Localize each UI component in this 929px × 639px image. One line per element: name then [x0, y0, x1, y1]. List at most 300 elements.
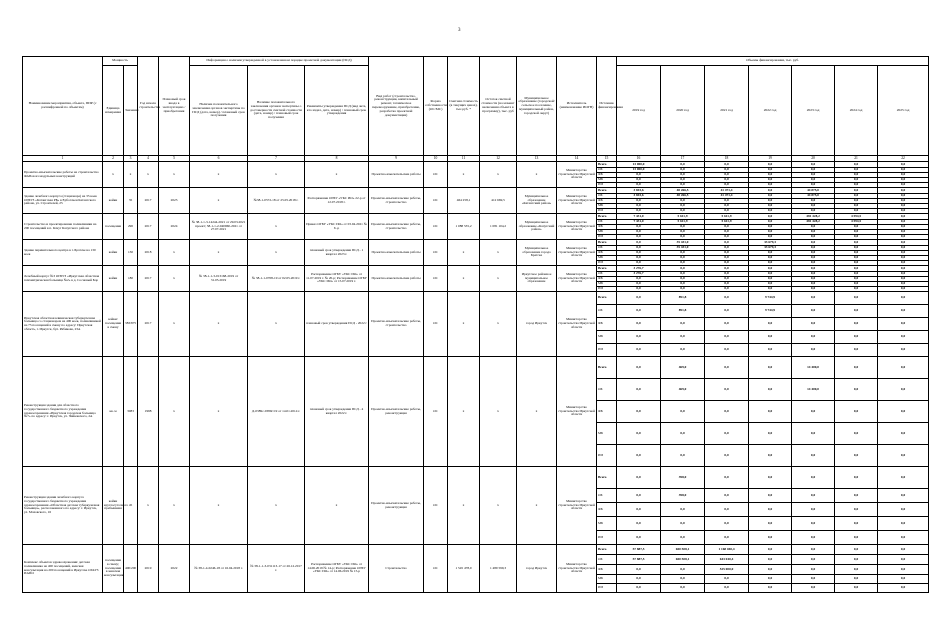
funding-value: 0,0 [661, 256, 705, 261]
column-number: 13 [517, 156, 557, 162]
column-number: 22 [878, 156, 929, 162]
funding-value: 0,0 [792, 162, 835, 168]
funding-value: 0,0 [617, 235, 661, 240]
ownership: ОС [424, 162, 448, 188]
funding-value: 0,0 [792, 503, 835, 517]
funding-value: 0,0 [749, 584, 792, 593]
estimated-cost: x [448, 240, 480, 266]
funding-value: 0,0 [617, 199, 661, 204]
funding-table [22, 56, 929, 593]
funding-source: МБ [597, 575, 617, 584]
ownership: ОС [424, 545, 448, 593]
funding-value: 0,0 [705, 584, 749, 593]
funding-value: 0,0 [878, 173, 929, 178]
funding-value: 0,0 [878, 292, 929, 305]
funding-source: Всего [597, 467, 617, 489]
funding-value: 0,0 [661, 331, 705, 344]
funding-value: 481 428,2 [792, 214, 835, 220]
column-number: 18 [705, 156, 749, 162]
work-type: Проектно-изыскательские работы, реконструкция [369, 467, 424, 545]
funding-value: 0,0 [617, 423, 661, 445]
funding-source: ОБ [597, 220, 617, 225]
funding-value: 0,0 [878, 555, 929, 565]
funding-value: 0,0 [878, 266, 929, 272]
funding-value: 9 744,9 [749, 292, 792, 305]
work-type: Проектно-изыскательские работы, строительство [369, 214, 424, 240]
state-expertise: x [190, 188, 248, 214]
funding-value: 0,0 [835, 503, 878, 517]
column-number: 2 [103, 156, 124, 162]
funding-value: 0,0 [749, 344, 792, 357]
funding-value: 0,0 [749, 261, 792, 266]
table-row [23, 292, 929, 305]
executor: Министерство строительства Иркутской области [557, 292, 597, 357]
header-funding-source: Источник финансирования [597, 57, 617, 156]
funding-value: 0,0 [835, 251, 878, 256]
funding-value: 0,0 [705, 503, 749, 517]
funding-value: 33 679,3 [749, 240, 792, 246]
funding-source: ОБ [597, 194, 617, 199]
funding-value: 0,0 [835, 173, 878, 178]
funding-source: ОБ [597, 168, 617, 173]
header-remaining-cost: Остаток сметной стоимости (на момент включения объекта в программу), тыс. руб [480, 57, 517, 156]
cost-expertise: x [248, 292, 305, 357]
work-type: Проектно-изыскательские работы [369, 266, 424, 292]
funding-source: Всего [597, 240, 617, 246]
funding-value: 0,0 [878, 287, 929, 292]
funding-value: 0,0 [705, 357, 749, 379]
funding-value: 0,0 [749, 401, 792, 423]
funding-value: 0,0 [878, 282, 929, 287]
funding-value: 0,0 [617, 305, 661, 318]
funding-value: 0,0 [835, 445, 878, 467]
funding-value: 0,0 [661, 261, 705, 266]
funding-value: 469,0 [661, 379, 705, 401]
estimated-cost: x [448, 266, 480, 292]
funding-value: 0,0 [878, 277, 929, 282]
estimated-cost: x [448, 292, 480, 357]
planned-term: x [159, 240, 190, 266]
funding-value: 0,0 [617, 183, 661, 188]
funding-value: 0,0 [749, 517, 792, 531]
funding-value: 0,0 [835, 531, 878, 545]
psd-approval: Приказ ОГБУ «УКС ИО» от 03.04.2021 № 6 -р [305, 214, 369, 240]
capacity-unit: койки/посещения в смену [103, 292, 124, 357]
municipality: Муниципальное образование города Братска [517, 240, 557, 266]
funding-value: 0,0 [835, 545, 878, 555]
project-name: Строительство и проектирование поликлиники на 200 посещений в п. Качуг Качугского района [23, 214, 103, 240]
funding-value: 0,0 [835, 168, 878, 173]
capacity-unit: койки круглосуточного пребывания [103, 467, 124, 545]
work-type: Проектно-изыскательские работы, реконструкция [369, 357, 424, 467]
funding-value: 0,0 [835, 555, 878, 565]
funding-value: 0,0 [749, 173, 792, 178]
header-volumes: Объемы финансирования, тыс. руб. [617, 57, 929, 66]
funding-value: 33 679,3 [749, 246, 792, 251]
funding-value: 0,0 [617, 261, 661, 266]
funding-value: 0,0 [835, 209, 878, 214]
funding-value: 0,0 [878, 256, 929, 261]
funding-value: 600 508,1 [661, 545, 705, 555]
executor: Министерство строительства Иркутской области [557, 162, 597, 188]
funding-value: 0,0 [705, 209, 749, 214]
funding-value: 0,0 [661, 173, 705, 178]
funding-value: 0,0 [792, 199, 835, 204]
funding-value: 525 000,0 [705, 565, 749, 575]
funding-value: 13 000,0 [617, 162, 661, 168]
funding-value: 0,0 [749, 194, 792, 199]
funding-value: 0,0 [749, 287, 792, 292]
funding-value: 0,0 [878, 214, 929, 220]
funding-source: ИИ [597, 445, 617, 467]
municipality: Муниципальное образование «Катангский район» [517, 188, 557, 214]
municipality: Муниципальное образование «Качугский район» [517, 214, 557, 240]
funding-source: ОБ [597, 272, 617, 277]
funding-value: 0,0 [661, 209, 705, 214]
funding-value: 0,0 [792, 272, 835, 277]
funding-value: 0,0 [792, 235, 835, 240]
funding-value: 0,0 [878, 344, 929, 357]
column-number: 11 [448, 156, 480, 162]
funding-value: 0,0 [705, 230, 749, 235]
funding-value: 0,0 [661, 282, 705, 287]
funding-value: 0,0 [792, 168, 835, 173]
funding-value: 0,0 [617, 344, 661, 357]
cost-expertise: Д-0389с-0389с/19 от 14.01.2014 г. [248, 357, 305, 467]
funding-source: ИИ [597, 209, 617, 214]
funding-value: 0,0 [835, 230, 878, 235]
funding-value: 57 887,5 [617, 555, 661, 565]
funding-value: 0,0 [792, 531, 835, 545]
funding-value: 0,0 [661, 266, 705, 272]
funding-value: 0,0 [835, 235, 878, 240]
capacity-unit: койки [103, 188, 124, 214]
funding-source: ФБ [597, 251, 617, 256]
ownership: ОС [424, 467, 448, 545]
funding-value: 0,0 [835, 266, 878, 272]
funding-value: 0,0 [878, 183, 929, 188]
funding-value: 0,0 [749, 256, 792, 261]
funding-value: 5 611,9 [661, 220, 705, 225]
funding-value: 0,0 [835, 282, 878, 287]
funding-value: 0,0 [617, 445, 661, 467]
funding-value: 0,0 [792, 423, 835, 445]
funding-value: 0,0 [705, 445, 749, 467]
funding-value: 0,0 [792, 204, 835, 209]
funding-value: 0,0 [835, 489, 878, 503]
planned-term: 2023 [159, 188, 190, 214]
funding-value: 0,0 [792, 230, 835, 235]
funding-value: 0,0 [835, 240, 878, 246]
remaining-cost: x [480, 266, 517, 292]
funding-value: 0,0 [749, 423, 792, 445]
funding-value: 0,0 [749, 225, 792, 230]
funding-value: 0,0 [878, 401, 929, 423]
header-year-2022: 2022 год [749, 66, 792, 156]
funding-value: 0,0 [749, 531, 792, 545]
funding-value: 0,0 [878, 575, 929, 584]
ownership: ОС [424, 240, 448, 266]
funding-value: 0,0 [661, 318, 705, 331]
funding-value: 0,0 [878, 331, 929, 344]
funding-value: 0,0 [617, 225, 661, 230]
ownership: ОС [424, 214, 448, 240]
funding-value: 469,0 [661, 357, 705, 379]
header-municipality: Муниципальное образование (городской/сельское поселение, муниципальный район, городской округ) [517, 57, 557, 156]
funding-value: 13 000,0 [617, 168, 661, 173]
funding-source: ФБ [597, 225, 617, 230]
funding-source: МБ [597, 423, 617, 445]
funding-value: 0,0 [749, 489, 792, 503]
funding-value: 0,0 [749, 575, 792, 584]
funding-value: 0,0 [661, 565, 705, 575]
remaining-cost: x [480, 467, 517, 545]
funding-value: 0,0 [617, 401, 661, 423]
funding-value: 0,0 [705, 240, 749, 246]
header-name: Наименование мероприятия, объекта, ПИР (с расшифровкой по объектам) [23, 57, 103, 156]
planned-term: x [159, 357, 190, 467]
funding-value: 0,0 [878, 503, 929, 517]
capacity-unit: x [103, 162, 124, 188]
funding-value: 0,0 [617, 331, 661, 344]
capacity-unit: койки [103, 240, 124, 266]
funding-value: 0,0 [792, 251, 835, 256]
state-expertise: x [190, 467, 248, 545]
funding-value: 9 744,9 [749, 305, 792, 318]
header-year-2023: 2023 год [792, 66, 835, 156]
funding-value: 0,0 [835, 575, 878, 584]
psd-approval: Распоряжение ОГБУ «УКС ИО» от 11.07.2019 г. № 20-р; Распоряжение ОГБУ «УКС ИО» от 15.07.2019 г. [305, 266, 369, 292]
funding-value: 0,0 [749, 266, 792, 272]
funding-source: Всего [597, 214, 617, 220]
work-type: Проектно-изыскательские работы [369, 162, 424, 188]
funding-value: 0,0 [792, 178, 835, 183]
funding-value: 0,0 [749, 555, 792, 565]
funding-value: 0,0 [617, 287, 661, 292]
funding-source: МБ [597, 204, 617, 209]
project-name: Иркутская областная клиническая туберкулезная больница со стационаром на 400 коек, поликлиникой на 75 посещений в смену по адресу: Иркутская область, г. Иркутск, бул. Рябикова, 23А [23, 292, 103, 357]
funding-value: 0,0 [661, 178, 705, 183]
funding-value: 0,0 [705, 305, 749, 318]
funding-value: 0,0 [617, 489, 661, 503]
funding-value: 600 508,1 [661, 555, 705, 565]
funding-value: 48 266,5 [661, 188, 705, 194]
cost-expertise: № 38-1-1-0708-19 от 02.05.2019 г. [248, 266, 305, 292]
funding-value: 0,0 [617, 246, 661, 251]
capacity-unit: кв. м [103, 357, 124, 467]
funding-value: 3 693,6 [617, 194, 661, 199]
capacity-value: 130 [124, 240, 138, 266]
funding-source: МБ [597, 256, 617, 261]
cost-expertise: № 38-1-1-3-031113-17 от 26.12.2017 г. [248, 545, 305, 593]
funding-value: 0,0 [661, 503, 705, 517]
funding-value: 0,0 [705, 292, 749, 305]
executor: Министерство строительства Иркутской области [557, 467, 597, 545]
project-name: Проектно-изыскательские работы на строительство ФАПов из модульных конструкций [23, 162, 103, 188]
funding-value: 3 276,7 [617, 266, 661, 272]
funding-value: 0,0 [835, 246, 878, 251]
funding-value: 0,0 [705, 199, 749, 204]
header-year-2020: 2020 год [661, 66, 705, 156]
header-start-year: Год начала строительства [138, 57, 159, 156]
project-name: Лечебный корпус №3 ОГБУЗ «Иркутская областная психиатрическая больница №2» в д. Сосновый Бор [23, 266, 103, 292]
funding-value: 0,0 [835, 261, 878, 266]
funding-value: 0,0 [749, 272, 792, 277]
funding-value: 0,0 [792, 467, 835, 489]
funding-value: 4 594,5 [835, 214, 878, 220]
funding-value: 1 168 040,4 [705, 545, 749, 555]
cost-expertise: x [248, 162, 305, 188]
estimated-cost: 1 088 535,2 [448, 214, 480, 240]
psd-approval: плановый срок утверждения ПСД - 1 квартал 2023 г. [305, 240, 369, 266]
funding-value: 0,0 [878, 162, 929, 168]
project-name: Реконструкция здания лечебного корпуса государственного бюджетного учреждения здравоохранения «Областная детская туберкулезная больница», расположенного по адресу: г. Иркутск, ул. Маховского, 16 [23, 467, 103, 545]
project-name: Здание перинатального центра в г. Братске на 130 коек [23, 240, 103, 266]
funding-value: 0,0 [749, 162, 792, 168]
estimated-cost: 464 258,1 [448, 188, 480, 214]
funding-value: 0,0 [878, 517, 929, 531]
funding-value: 0,0 [792, 445, 835, 467]
column-number: 6 [190, 156, 248, 162]
column-number: 19 [749, 156, 792, 162]
state-expertise: № 38-1-1-3-14244-2021 от 29.03.2021 проект; 38-1-1-2-040960-2021 от 27.07.2021 [190, 214, 248, 240]
funding-value: 0,0 [835, 194, 878, 199]
cost-expertise: x [248, 214, 305, 240]
funding-value: 0,0 [705, 531, 749, 545]
start-year: 2017 [138, 266, 159, 292]
funding-source: ОБ [597, 489, 617, 503]
funding-value: 0,0 [792, 240, 835, 246]
funding-value: 0,0 [705, 423, 749, 445]
executor: Министерство строительства Иркутской области [557, 188, 597, 214]
column-number: 16 [617, 156, 661, 162]
funding-value: 0,0 [878, 445, 929, 467]
header-year-2021: 2021 год [705, 66, 749, 156]
funding-value: 0,0 [878, 305, 929, 318]
funding-value: 0,0 [835, 517, 878, 531]
funding-value: 0,0 [792, 517, 835, 531]
estimated-cost: x [448, 162, 480, 188]
funding-value: 48 266,5 [661, 194, 705, 199]
funding-value: 0,0 [792, 305, 835, 318]
funding-value: 0,0 [617, 251, 661, 256]
funding-value: 0,0 [705, 344, 749, 357]
remaining-cost: 1 081 104,2 [480, 214, 517, 240]
planned-term: x [159, 266, 190, 292]
funding-value: 0,0 [661, 230, 705, 235]
funding-value: 14 400,0 [792, 357, 835, 379]
funding-value: 0,0 [878, 209, 929, 214]
funding-value: 398,0 [661, 489, 705, 503]
table-row [23, 467, 929, 489]
funding-value: 0,0 [835, 318, 878, 331]
funding-value: 0,0 [661, 401, 705, 423]
funding-value: 7 431,0 [617, 220, 661, 225]
funding-value: 0,0 [749, 235, 792, 240]
planned-term: x [159, 467, 190, 545]
capacity-value: 180 [124, 266, 138, 292]
funding-value: 0,0 [705, 467, 749, 489]
funding-value: 0,0 [617, 565, 661, 575]
header-year-2025: 2025 год [878, 66, 929, 156]
funding-value: 41 471,4 [705, 194, 749, 199]
header-ownership: Форма собственности (ОС/МС) [424, 57, 448, 156]
header-unit: Единица измерения [103, 66, 124, 156]
header-cost-expertise: Наличие положительного заключения органов экспертизы о достоверности сметной стоимости (дата, номер) / плановый срок получения [248, 66, 305, 156]
table-row [23, 545, 929, 555]
funding-value: 0,0 [705, 246, 749, 251]
funding-value: 0,0 [878, 467, 929, 489]
funding-value: 0,0 [705, 282, 749, 287]
funding-value: 44 875,0 [792, 188, 835, 194]
funding-value: 0,0 [878, 204, 929, 209]
funding-value: 0,0 [661, 199, 705, 204]
state-expertise: x [190, 240, 248, 266]
funding-value: 643 040,4 [705, 555, 749, 565]
funding-value: 398,0 [661, 467, 705, 489]
column-number: 5 [159, 156, 190, 162]
ownership: ОС [424, 188, 448, 214]
estimated-cost: 1 545 478,0 [448, 545, 480, 593]
estimated-cost: x [448, 467, 480, 545]
column-number: 8 [305, 156, 369, 162]
funding-value: 0,0 [749, 445, 792, 467]
funding-value: 0,0 [705, 256, 749, 261]
funding-value: 0,0 [878, 357, 929, 379]
capacity-value: 400/200 [124, 545, 138, 593]
funding-value: 0,0 [705, 277, 749, 282]
funding-source: МБ [597, 282, 617, 287]
funding-value: 0,0 [749, 282, 792, 287]
project-name: Реконструкция здания для областного государственного бюджетного учреждения здравоохранения «Иркутская городская больница №7» по адресу: г. Иркутск, ул. Чайковского, 2А [23, 357, 103, 467]
funding-value: 0,0 [835, 379, 878, 401]
funding-value: 0,0 [878, 240, 929, 246]
funding-value: 0,0 [661, 575, 705, 584]
funding-value: 0,0 [749, 183, 792, 188]
funding-value: 5 611,9 [705, 214, 749, 220]
funding-value: 0,0 [835, 344, 878, 357]
funding-value: 0,0 [749, 178, 792, 183]
funding-value: 7 431,0 [617, 214, 661, 220]
funding-value: 0,0 [878, 584, 929, 593]
funding-value: 0,0 [749, 545, 792, 555]
funding-source: МБ [597, 178, 617, 183]
header-psd-info: Информация о наличии утвержденной в установленном порядке проектной документации (ПСД) [190, 57, 369, 66]
funding-value: 0,0 [705, 489, 749, 503]
funding-value: 0,0 [878, 545, 929, 555]
funding-value: 0,0 [705, 162, 749, 168]
header-work-type: Вид работ (строительство, реконструкция, капитальный ремонт, техническое перевооружение, приобретение, разработка проектной документации) [369, 57, 424, 156]
state-expertise: x [190, 292, 248, 357]
funding-value: 0,0 [835, 423, 878, 445]
funding-value: 0,0 [661, 531, 705, 545]
column-number: 17 [661, 156, 705, 162]
municipality: x [517, 162, 557, 188]
funding-value: 0,0 [661, 445, 705, 467]
capacity-value: 3083 [124, 357, 138, 467]
funding-source: ФБ [597, 401, 617, 423]
funding-value: 5 611,9 [705, 220, 749, 225]
capacity-value: 383/875 [124, 292, 138, 357]
funding-source: ИИ [597, 287, 617, 292]
header-year-2019: 2019 год [617, 66, 661, 156]
funding-value: 0,0 [749, 199, 792, 204]
funding-value: 0,0 [705, 379, 749, 401]
funding-value: 0,0 [705, 235, 749, 240]
state-expertise: № 38-1-1-3-013168-2019 от 31.05.2019 [190, 266, 248, 292]
psd-approval: x [305, 467, 369, 545]
start-year: 2018 [138, 240, 159, 266]
